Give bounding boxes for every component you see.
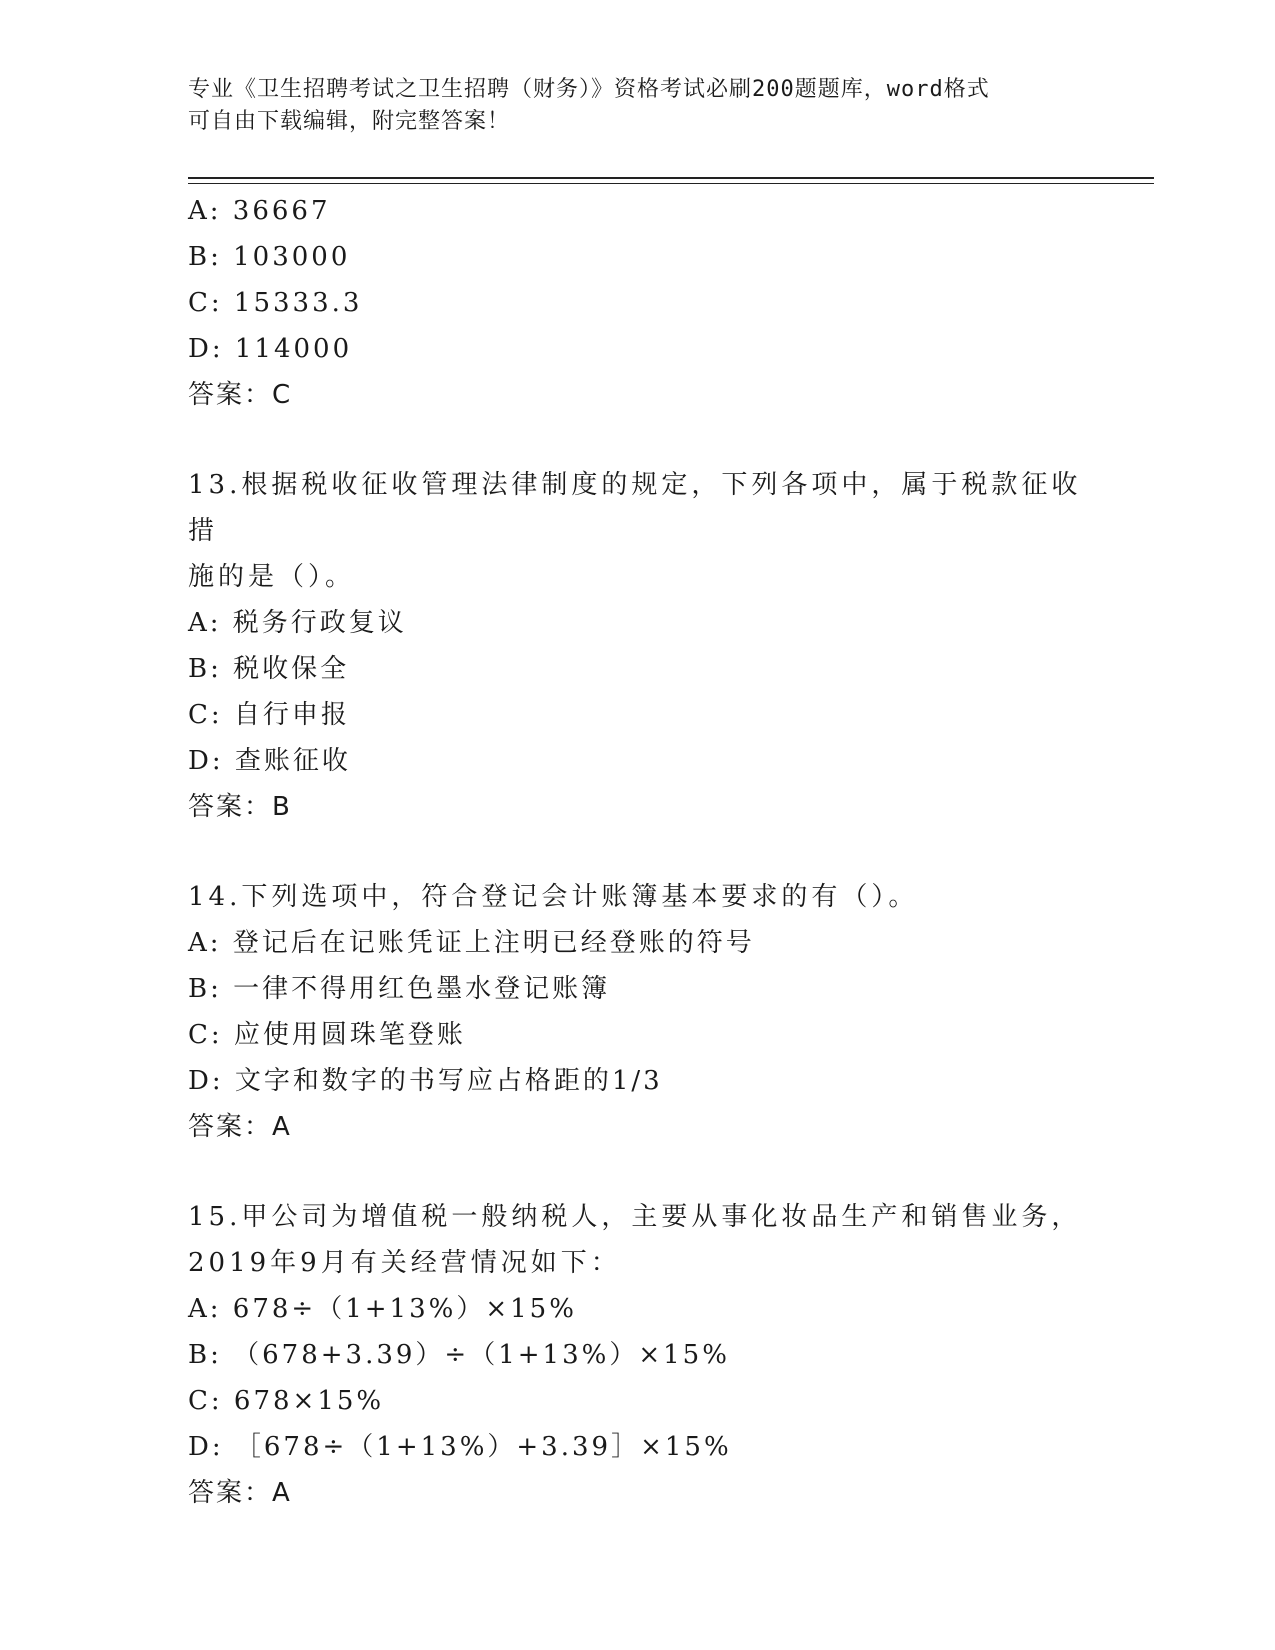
answer: 答案：B bbox=[188, 792, 292, 822]
option-b: B: 103000 bbox=[188, 242, 351, 272]
spacer bbox=[188, 418, 1088, 462]
option-d: D: 文字和数字的书写应占格距的1/3 bbox=[188, 1066, 663, 1096]
document-header bbox=[188, 74, 1088, 138]
answer: 答案：C bbox=[188, 380, 293, 410]
option-d: D: 114000 bbox=[188, 334, 353, 364]
header-rule-thick bbox=[188, 177, 1154, 179]
option-a: A: 36667 bbox=[188, 196, 331, 226]
question-text-line-1: 14.下列选项中，符合登记会计账簿基本要求的有（）。 bbox=[188, 882, 919, 912]
option-b: B: 一律不得用红色墨水登记账簿 bbox=[188, 974, 611, 1004]
answer: 答案：A bbox=[188, 1112, 292, 1142]
question-list bbox=[188, 188, 1088, 1516]
answer: 答案：A bbox=[188, 1478, 292, 1508]
option-b: B: 税收保全 bbox=[188, 654, 350, 684]
header-line-2: 可自由下载编辑，附完整答案！ bbox=[188, 109, 511, 134]
option-a: A: 678÷（1+13%）×15% bbox=[188, 1294, 577, 1324]
spacer bbox=[188, 1150, 1088, 1194]
option-c: C: 应使用圆珠笔登账 bbox=[188, 1020, 466, 1050]
question-13 bbox=[188, 462, 1088, 830]
question-text-line-2: 2019年9月有关经营情况如下： bbox=[188, 1248, 621, 1278]
option-d: D: 查账征收 bbox=[188, 746, 351, 776]
question-14 bbox=[188, 874, 1088, 1150]
question-15 bbox=[188, 1194, 1088, 1516]
option-a: A: 登记后在记账凭证上注明已经登账的符号 bbox=[188, 928, 755, 958]
header-line-1: 专业《卫生招聘考试之卫生招聘（财务）》资格考试必刷200题题库，word格式 bbox=[188, 77, 990, 102]
option-b: B: （678+3.39）÷（1+13%）×15% bbox=[188, 1340, 730, 1370]
question-12 bbox=[188, 188, 1088, 418]
option-d: D: ［678÷（1+13%）+3.39］×15% bbox=[188, 1432, 732, 1462]
option-c: C: 678×15% bbox=[188, 1386, 385, 1416]
option-a: A: 税务行政复议 bbox=[188, 608, 407, 638]
question-text-line-1: 13.根据税收征收管理法律制度的规定，下列各项中，属于税款征收措 bbox=[188, 470, 1082, 546]
header-rule-thin bbox=[188, 183, 1154, 184]
question-text-line-2: 施的是（）。 bbox=[188, 562, 356, 592]
spacer bbox=[188, 830, 1088, 874]
option-c: C: 15333.3 bbox=[188, 288, 363, 318]
question-text-line-1: 15.甲公司为增值税一般纳税人，主要从事化妆品生产和销售业务， bbox=[188, 1202, 1082, 1232]
option-c: C: 自行申报 bbox=[188, 700, 350, 730]
